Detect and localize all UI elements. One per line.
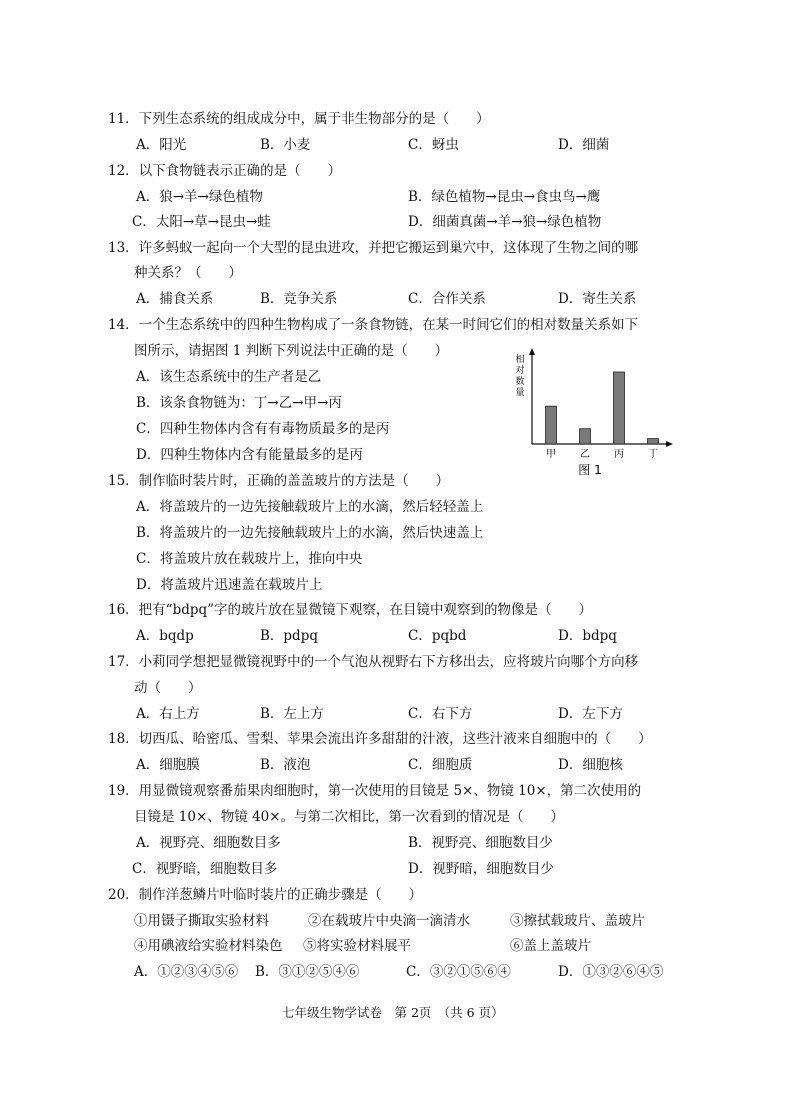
q20-step-2: ②在载玻片中央滴一滴清水: [308, 913, 470, 929]
chart-bar-4: [648, 439, 659, 444]
q20-option-b: B．③①②⑤④⑥: [255, 964, 360, 980]
q14-option-c: C．四种生物体内含有有毒物质最多的是丙: [136, 421, 390, 437]
chart-xtick-label-4: 丁: [648, 449, 658, 460]
q15-stem: 15．制作临时装片时，正确的盖盖玻片的方法是（ ）: [108, 473, 450, 489]
chart-ylabel-char-4: 量: [515, 388, 525, 398]
q13-option-d: D．寄生关系: [558, 291, 637, 307]
q20-step-3: ③擦拭载玻片、盖玻片: [510, 913, 645, 929]
q14-stem-line2: 图所示，请据图 1 判断下列说法中正确的是（ ）: [134, 343, 449, 359]
q20-step-6: ⑥盖上盖玻片: [510, 938, 591, 954]
q17-option-b: B．左上方: [260, 706, 324, 722]
q12-stem: 12．以下食物链表示正确的是（ ）: [108, 163, 342, 179]
chart-bar-2: [580, 429, 591, 444]
q12-option-a: A．狼→羊→绿色植物: [136, 189, 263, 205]
q15-option-c: C．将盖玻片放在载玻片上，推向中央: [136, 551, 363, 567]
q17-stem-line2: 动（ ）: [134, 680, 202, 696]
q12-option-d: D．细菌真菌→羊→狼→绿色植物: [408, 214, 602, 230]
q16-option-a: A．bqdp: [136, 628, 194, 644]
q13-option-a: A．捕食关系: [136, 291, 214, 307]
chart-ylabel-char-2: 对: [515, 366, 525, 376]
q19-option-a: A．视野亮、细胞数目多: [136, 835, 281, 851]
chart-xtick-label-2: 乙: [580, 449, 590, 460]
q12-option-b: B．绿色植物→昆虫→食虫鸟→鹰: [408, 189, 601, 205]
q16-option-c: C．pqbd: [408, 628, 467, 644]
q16-stem: 16．把有“bdpq”字的玻片放在显微镜下观察，在目镜中观察到的物像是（ ）: [108, 602, 593, 618]
q11-option-d: D．细菌: [558, 137, 610, 153]
chart-ylabel: [515, 353, 524, 398]
q13-option-b: B．竞争关系: [260, 291, 338, 307]
chart-y-axis-arrow: [529, 348, 535, 355]
figure-caption: 图 1: [578, 463, 602, 477]
q14-option-a: A．该生态系统中的生产者是乙: [136, 369, 322, 385]
q20-option-c: C．③②①⑤⑥④: [406, 964, 511, 980]
chart-ylabel-char-3: 数: [515, 377, 525, 387]
q16-option-d: D．bdpq: [558, 628, 617, 644]
q15-option-d: D．将盖玻片迅速盖在载玻片上: [136, 577, 323, 593]
q18-option-b: B．液泡: [260, 757, 311, 773]
q17-option-d: D．左下方: [558, 706, 623, 722]
q19-option-c: C．视野暗，细胞数目多: [132, 861, 278, 877]
q20-stem: 20．制作洋葱鳞片叶临时装片的正确步骤是（ ）: [108, 887, 423, 903]
q11-option-c: C．蚜虫: [408, 137, 459, 153]
q15-option-a: A．将盖玻片的一边先接触载玻片上的水滴，然后轻轻盖上: [136, 499, 484, 515]
page-footer: 七年级生物学试卷 第 2页 （共 6 页）: [282, 1005, 504, 1020]
q14-option-b: B．该条食物链为：丁→乙→甲→丙: [136, 395, 342, 411]
q19-stem-line1: 19．用显微镜观察番茄果肉细胞时，第一次使用的目镜是 5×、物镜 10×，第二次使用的: [108, 783, 642, 799]
q17-option-a: A．右上方: [136, 706, 200, 722]
q16-option-b: B．pdpq: [260, 628, 318, 644]
q18-option-c: C．细胞质: [408, 757, 473, 773]
chart-xtick-label-1: 甲: [546, 449, 556, 460]
q15-option-b: B．将盖玻片的一边先接触载玻片上的水滴，然后快速盖上: [136, 525, 484, 541]
q18-option-d: D．细胞核: [558, 757, 623, 773]
q17-stem-line1: 17．小莉同学想把显微镜视野中的一个气泡从视野右下方移出去，应将玻片向哪个方向移: [108, 654, 639, 670]
q20-step-4: ④用碘液给实验材料染色: [134, 938, 283, 954]
chart-bar-1: [546, 406, 557, 444]
q20-step-5: ⑤将实验材料展平: [303, 938, 411, 954]
q18-stem: 18．切西瓜、哈密瓜、雪梨、苹果会流出许多甜甜的汁液，这些汁液来自细胞中的（ ）: [108, 731, 652, 747]
q14-option-d: D．四种生物体内含有能量最多的是丙: [136, 447, 363, 463]
chart-bar-3: [614, 372, 625, 444]
q17-option-c: C．右下方: [408, 706, 473, 722]
chart-x-axis-arrow: [666, 441, 673, 447]
q11-stem: 11．下列生态系统的组成成分中，属于非生物部分的是（ ）: [108, 111, 490, 127]
q19-option-b: B．视野亮、细胞数目少: [408, 835, 553, 851]
q13-stem-line1: 13．许多蚂蚁一起向一个大型的昆虫进攻，并把它搬运到巢穴中，这体现了生物之间的哪: [108, 240, 639, 256]
q20-step-1: ①用镊子撕取实验材料: [134, 913, 269, 929]
q12-option-c: C．太阳→草→昆虫→蛙: [132, 214, 271, 230]
q20-option-d: D．①③②⑥④⑤: [558, 964, 664, 980]
q13-stem-line2: 种关系？（ ）: [134, 265, 242, 281]
figure-1-bar-chart: [514, 348, 674, 478]
chart-ylabel-char-1: 相: [515, 355, 525, 365]
q19-stem-line2: 目镜是 10×、物镜 40×。与第二次相比，第一次看到的情况是（ ）: [134, 809, 565, 825]
q11-option-a: A．阳光: [136, 137, 187, 153]
q13-option-c: C．合作关系: [408, 291, 486, 307]
q20-option-a: A．①②③④⑤⑥: [134, 964, 239, 980]
q18-option-a: A．细胞膜: [136, 757, 200, 773]
chart-xtick-label-3: 丙: [614, 449, 624, 460]
q11-option-b: B．小麦: [260, 137, 311, 153]
q14-stem-line1: 14．一个生态系统中的四种生物构成了一条食物链，在某一时间它们的相对数量关系如下: [108, 317, 639, 333]
q19-option-d: D．视野暗，细胞数目少: [408, 861, 554, 877]
